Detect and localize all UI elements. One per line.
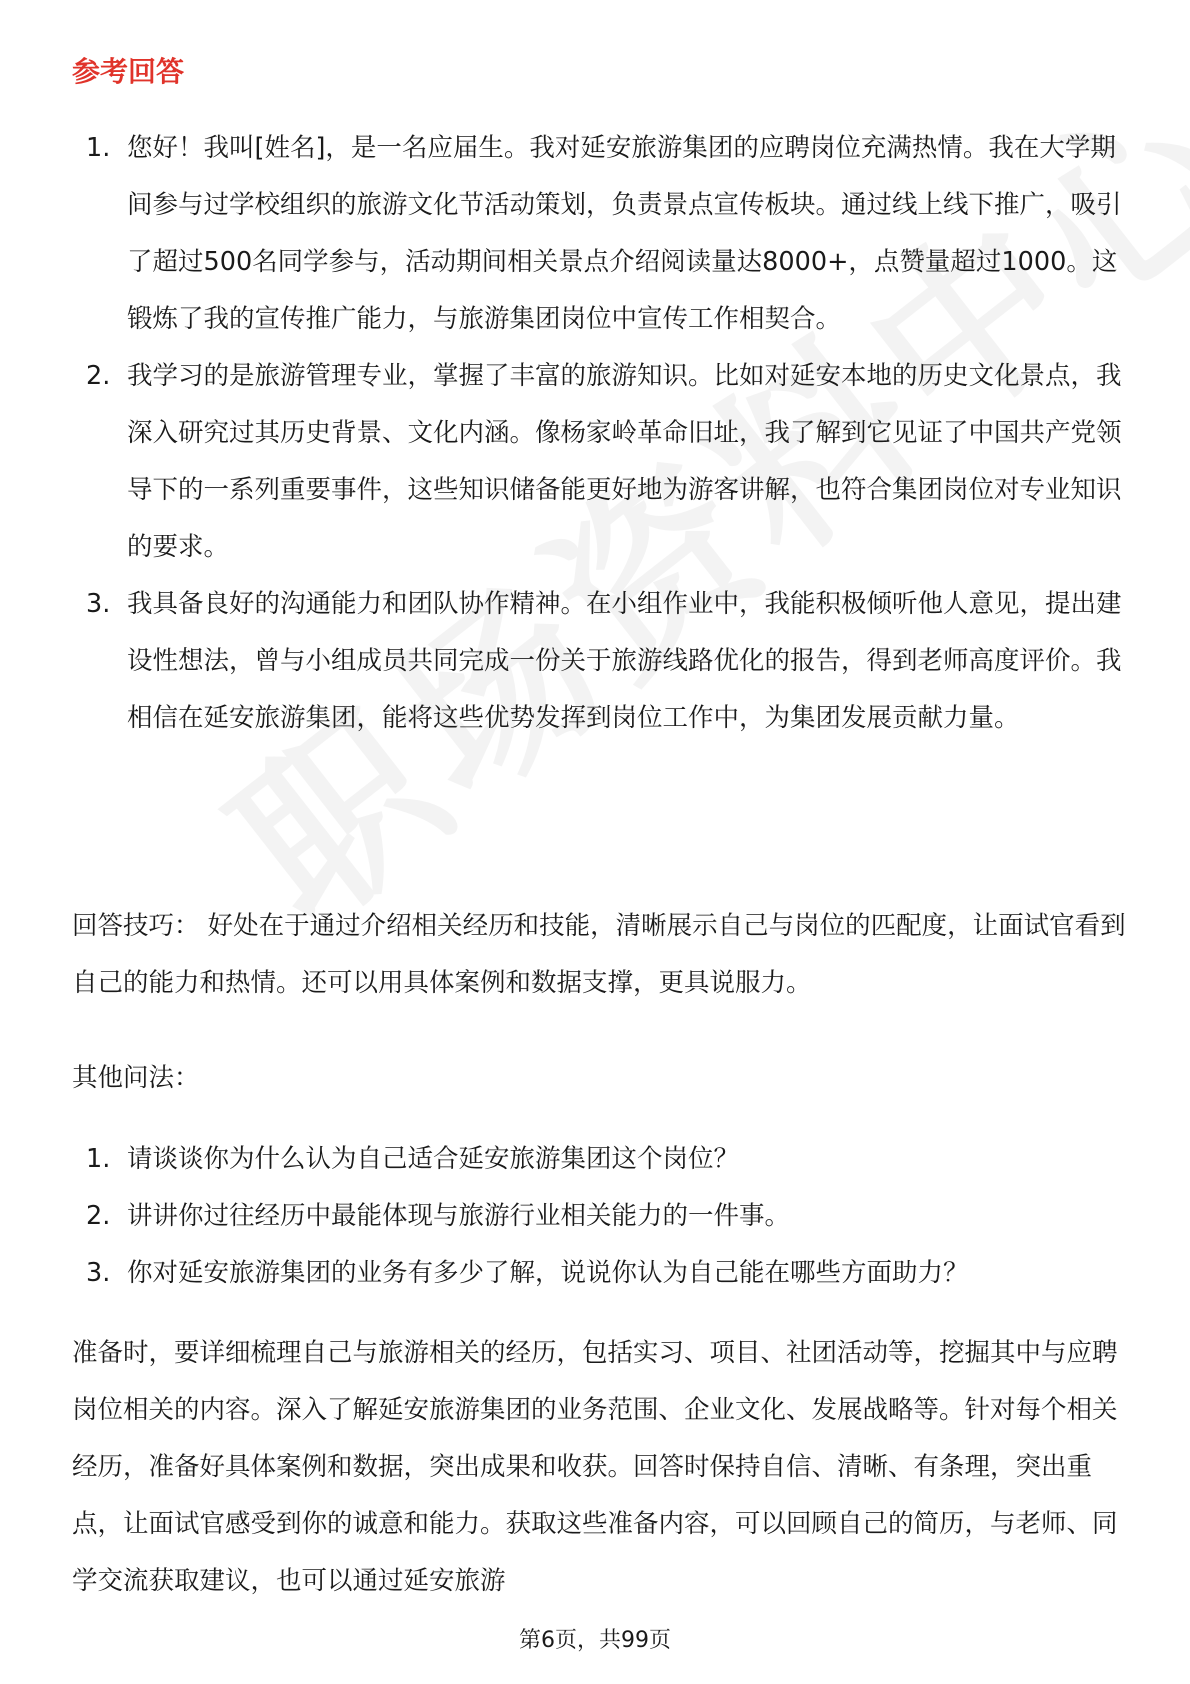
list-item <box>72 1245 1132 1302</box>
list-text: 讲讲你过往经历中最能体现与旅游行业相关能力的一件事。 <box>127 1201 791 1231</box>
question-list <box>72 1131 1132 1302</box>
list-number: 1. <box>86 1144 111 1174</box>
other-questions-title: 其他问法： <box>72 1063 200 1093</box>
page-footer: 第6页，共99页 <box>519 1628 671 1653</box>
list-number: 3. <box>86 1258 111 1288</box>
answer-list <box>72 120 1132 747</box>
list-text: 你对延安旅游集团的业务有多少了解，说说你认为自己能在哪些方面助力？ <box>127 1258 969 1288</box>
list-item <box>72 1188 1132 1245</box>
list-text: 我学习的是旅游管理专业，掌握了丰富的旅游知识。比如对延安本地的历史文化景点，我深入研究过其历史背景、文化内涵。像杨家岭革命旧址，我了解到它见证了中国共产党领导下的一系列重要事件，这些知识储备能更好地为游客讲解，也符合集团岗位对专业知识的要求。 <box>127 361 1122 562</box>
list-item <box>72 1131 1132 1188</box>
list-text: 我具备良好的沟通能力和团队协作精神。在小组作业中，我能积极倾听他人意见，提出建设性想法，曾与小组成员共同完成一份关于旅游线路优化的报告，得到老师高度评价。我相信在延安旅游集团，能将这些优势发挥到岗位工作中，为集团发展贡献力量。 <box>127 589 1122 733</box>
list-item <box>72 348 1132 576</box>
list-text: 您好！我叫[姓名]，是一名应届生。我对延安旅游集团的应聘岗位充满热情。我在大学期间参与过学校组织的旅游文化节活动策划，负责景点宣传板块。通过线上线下推广，吸引了超过500名同学参与，活动期间相关景点介绍阅读量达8000+，点赞量超过1000。这锻炼了我的宣传推广能力，与旅游集团岗位中宣传工作相契合。 <box>127 133 1122 334</box>
list-item <box>72 120 1132 348</box>
list-item <box>72 576 1132 747</box>
list-number: 1. <box>86 133 111 163</box>
answer-tips: 回答技巧： 好处在于通过介绍相关经历和技能，清晰展示自己与岗位的匹配度，让面试官看到自己的能力和热情。还可以用具体案例和数据支撑，更具说服力。 <box>72 911 1126 998</box>
list-number: 2. <box>86 1201 111 1231</box>
section-title: 参考回答 <box>72 55 185 88</box>
list-number: 2. <box>86 361 111 391</box>
preparation-paragraph: 准备时，要详细梳理自己与旅游相关的经历，包括实习、项目、社团活动等，挖掘其中与应聘岗位相关的内容。深入了解延安旅游集团的业务范围、企业文化、发展战略等。针对每个相关经历，准备好具体案例和数据，突出成果和收获。回答时保持自信、清晰、有条理，突出重点，让面试官感受到你的诚意和能力。获取这些准备内容，可以回顾自己的简历，与老师、同学交流获取建议，也可以通过延安旅游 <box>72 1338 1118 1596</box>
list-number: 3. <box>86 589 111 619</box>
list-text: 请谈谈你为什么认为自己适合延安旅游集团这个岗位？ <box>127 1144 740 1174</box>
